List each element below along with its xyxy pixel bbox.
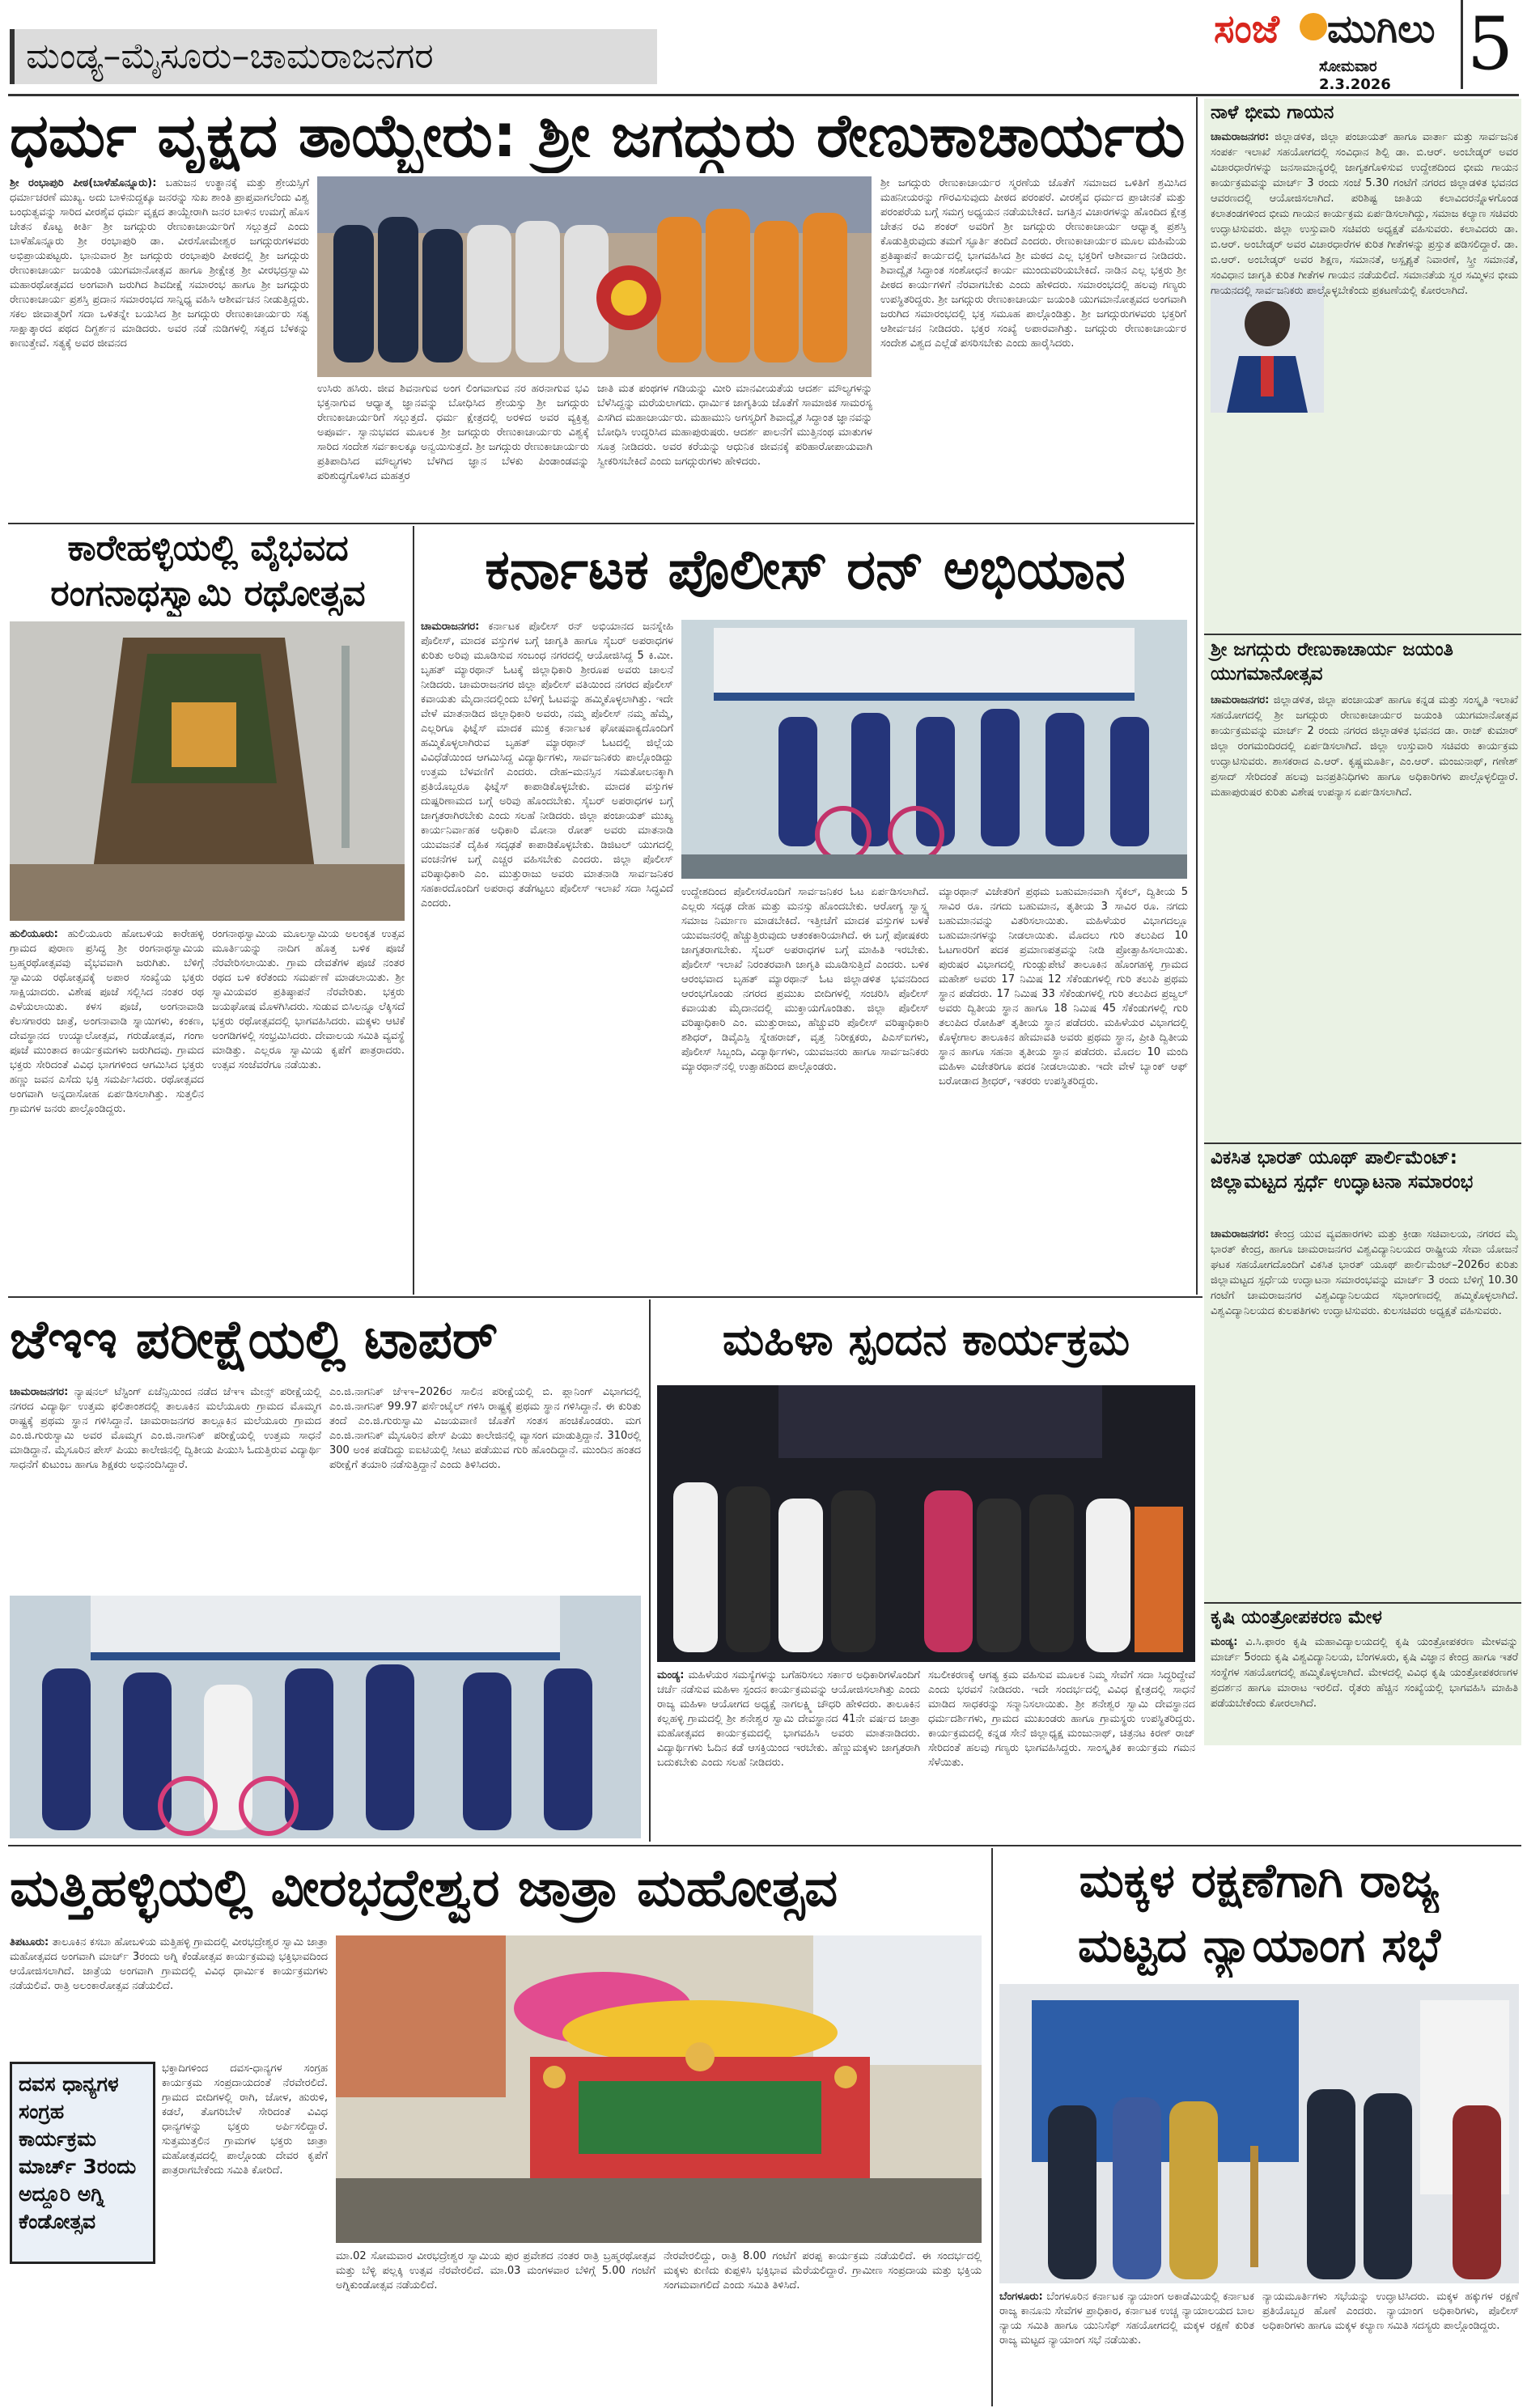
story7-photo-art [999,1984,1519,2283]
paper-name-2: ಮುಗಿಲು [1327,6,1436,52]
story3-text-1: ಕರ್ನಾಟಕ ಪೊಲೀಸ್ ರನ್ ಅಭಿಯಾನದ ಜನಸ್ನೇಹಿ ಪೊಲೀಸ್, ಮಾದಕ ವಸ್ತುಗಳ ಬಗ್ಗೆ ಜಾಗೃತಿ ಹಾಗೂ ಸೈಬರ್ ಅಪರಾಧಗಳ ಕುರಿತು ಅರಿವು ಮೂಡಿಸುವ ಸಂಬಂಧ ನಗರದಲ್ಲಿ ಆಯೋಜಿಸಿದ್ದ 5 ಕಿ.ಮೀ. ಬೃಹತ್ ಮ್ಯಾರಥಾನ್ ಓಟಕ್ಕೆ ಜಿಲ್ಲಾಧಿಕಾರಿ ಶ್ರೀರೂಪ ಅವರು ಚಾಲನೆ ನೀಡಿದರು. ಚಾಮರಾಜನಗರ ಜಿಲ್ಲಾ ಪೊಲೀಸ್ ವತಿಯಿಂದ ನಗರದ ಪೊಲೀಸ್ ಕವಾಯತು ಮೈದಾನದಲ್ಲಿಂದು ಬೆಳಿಗ್ಗೆ ಓಟವನ್ನು ಹಮ್ಮಿಕೊಳ್ಳಲಾಗಿತ್ತು. ಇದೇ ವೇಳೆ ಮಾತನಾಡಿದ ಜಿಲ್ಲಾಧಿಕಾರಿ ಅವರು, ನಮ್ಮ ಪೊಲೀಸ್ ನಮ್ಮ ಹೆಮ್ಮೆ, ಎಲ್ಲರಿಗೂ ಫಿಟ್ನೆಸ್ ಮಾದಕ ಮುಕ್ತ ಕರ್ನಾಟಕ ಘೋಷವಾಕ್ಯದೊಂದಿಗೆ ಹಮ್ಮಿಕೊಳ್ಳಲಾಗಿರುವ ಬೃಹತ್ ಮ್ಯಾರಥಾನ್ ಓಟದಲ್ಲಿ ಜಿಲ್ಲೆಯ ವಿವಿಧೆಡೆಯಿಂದ ಆಗಮಿಸಿದ್ದ ವಿದ್ಯಾರ್ಥಿಗಳು, ಸಾರ್ವಜನಿಕರು ಪಾಲ್ಗೊಂಡಿದ್ದು ಉತ್ತಮ ಬೆಳವಣಿಗೆ ಎಂದರು. ದೇಹ–ಮನಸ್ಸಿನ ಸಮತೋಲನಕ್ಕಾಗಿ ಪ್ರತಿಯೊಬ್ಬರೂ ಫಿಟ್ನೆಸ್ ಕಾಪಾಡಿಕೊಳ್ಳಬೇಕು. ಮಾದಕ ವಸ್ತುಗಳ ದುಷ್ಪರಿಣಾಮದ ಬಗ್ಗೆ ಅರಿವು ಹೊಂದಬೇಕು. ಸೈಬರ್ ಅಪರಾಧಗಳ ಬಗ್ಗೆ ಜಾಗೃತರಾಗಿರಬೇಕು ಎಂದು ಸಲಹೆ ನೀಡಿದರು. ಜಿಲ್ಲಾ ಪಂಚಾಯತ್ ಮುಖ್ಯ ಕಾರ್ಯನಿರ್ವಾಹಕ ಅಧಿಕಾರಿ ಮೋನಾ ರೋತ್ ಅವರು ಮಾತನಾಡಿ ಯುವಜನತೆ ದೈಹಿಕ ಸದೃಢತೆ ಕಾಪಾಡಿಕೊಳ್ಳಬೇಕು. ಡಿಜಿಟಲ್ ಯುಗದಲ್ಲಿ ವಂಚನೆಗಳ ಬಗ್ಗೆ ಎಚ್ಚರ ವಹಿಸಬೇಕು ಎಂದರು. ಜಿಲ್ಲಾ ಪೊಲೀಸ್ ವರಿಷ್ಠಾಧಿಕಾರಿ ಎಂ. ಮುತ್ತುರಾಜು ಅವರು ಮಾತನಾಡಿ ಸಾರ್ವಜನಿಕರ ಸಹಕಾರದೊಂದಿಗೆ ಅಪರಾಧ ತಡೆಗಟ್ಟಲು ಪೊಲೀಸ್ ಇಲಾಖೆ ಸದಾ ಸಿದ್ಧವಿದೆ ಎಂದರು. [421,621,673,909]
story6-col1 [10,1935,328,2057]
story1-text-1: ಬಹುಜನ ಉತ್ಥಾನಕ್ಕೆ ಮತ್ತು ಶ್ರೇಯಸ್ಸಿಗೆ ಧರ್ಮಾಚರಣೆ ಮುಖ್ಯ. ಅದು ಬಾಳಿನುದ್ದಕ್ಕೂ ಜನರನ್ನು ಸುಖ ಶಾಂತಿ ಪ್ರಾಪ್ತವಾಗಲೆಂದು ವಿಶ್ವ ಬಂಧುತ್ವವನ್ನು ಸಾರಿದ ವೀರಶೈವ ಧರ್ಮ ವೃಕ್ಷದ ತಾಯ್ಬೇರಾಗಿ ಜನರ ಬಾಳಿನ ಉಮಗ್ಗೆ ಹೊಸ ಚೇತನ ಕೊಟ್ಟ ಕೀರ್ತಿ ಶ್ರೀ ಜಗದ್ಗುರು ರೇಣುಕಾಚಾರ್ಯರಿಗೆ ಸಲ್ಲುತ್ತದೆ ಎಂದು ಬಾಳೆಹೊನ್ನೂರು ಶ್ರೀ ರಂಭಾಪುರಿ ಡಾ. ವೀರಸೋಮೇಶ್ವರ ಜಗದ್ಗುರುಗಳವರು ಅಭಿಪ್ರಾಯಪಟ್ಟರು. ಭಾನುವಾರ ಶ್ರೀ ಜಗದ್ಗುರು ರಂಭಾಪುರಿ ಪೀಠದಲ್ಲಿ ಶ್ರೀ ಜಗದ್ಗುರು ರೇಣುಕಾಚಾರ್ಯ ಜಯಂತಿ ಯುಗಮಾನೋತ್ಸವ ಹಾಗೂ ಶ್ರೀಕ್ಷೇತ್ರ ಶ್ರೀ ವೀರಭದ್ರಸ್ವಾಮಿ ಮಹಾರಥೋತ್ಸವದ ಅಂಗವಾಗಿ ಜರುಗಿದ ಶಿವದೀಕ್ಷೆ ಸಮಾರಂಭ ಹಾಗೂ ಶ್ರೀ ಜಗದ್ಗುರು ರೇಣುಕಾಚಾರ್ಯ ಪ್ರಶಸ್ತಿ ಪ್ರದಾನ ಸಮಾರಂಭದ ಸಾನ್ನಿಧ್ಯ ವಹಿಸಿ ಆಶೀರ್ವಚನ ನೀಡುತ್ತಿದ್ದರು. ಸಕಲ ಜೀವಾತ್ಮರಿಗೆ ಸದಾ ಒಳಿತನ್ನೇ ಬಯಸಿದ ಶ್ರೀ ಜಗದ್ಗುರು ರೇಣುಕಾಚಾರ್ಯರು ಸತ್ಯ ಸಾಕ್ಷಾತ್ಕಾರದ ಪಥದ ದಿಗ್ದರ್ಶನ ಮಾಡಿದರು. ಅವರ ನಡೆ ನುಡಿಗಳಲ್ಲಿ ಸತ್ವದ ಬೆಳಕನ್ನು ಕಾಣುತ್ತೇವೆ. ಸತ್ಯಕ್ಕೆ ಅವರ ಜೀವನದ [10,177,309,350]
story4-headline: ಜೆಇಇ ಪರೀಕ್ಷೆಯಲ್ಲಿ ಟಾಪರ್ [10,1308,498,1371]
story7-headline-2: ಮಟ್ಟದ ನ್ಯಾಯಾಂಗ ಸಭೆ [1077,1918,1441,1973]
section-title: ಮಂಡ್ಯ–ಮೈಸೂರು–ಚಾಮರಾಜನಗರ [26,36,434,77]
sidebar-s3-body [1211,1227,1518,1599]
story7-headline-1: ಮಕ್ಕಳ ರಕ್ಷಣೆಗಾಗಿ ರಾಜ್ಯ [1079,1853,1440,1908]
story1-dateline: ಶ್ರೀ ರಂಭಾಪುರಿ ಪೀಠ(ಬಾಳೆಹೊನ್ನೂರು): [10,177,157,189]
story2-headline-2: ರಂಗನಾಥಸ್ವಾಮಿ ರಥೋತ್ಸವ [50,573,366,614]
sidebar-s1-text: ಜಿಲ್ಲಾಡಳಿತ, ಜಿಲ್ಲಾ ಪಂಚಾಯತ್ ಹಾಗೂ ವಾರ್ತಾ ಮತ್ತು ಸಾರ್ವಜನಿಕ ಸಂಪರ್ಕ ಇಲಾಖೆ ಸಹಯೋಗದಲ್ಲಿ ಸಂವಿಧಾನ ಶಿಲ್ಪಿ ಡಾ. ಬಿ.ಆರ್. ಅಂಬೇಡ್ಕರ್ ಅವರ ವಿಚಾರಧಾರೆಗಳನ್ನು ಜನಸಾಮಾನ್ಯರಲ್ಲಿ ಜಾಗೃತಗೊಳಿಸುವ ಉದ್ದೇಶದಿಂದ ಭೀಮ ಗಾಯನ ಕಾರ್ಯಕ್ರಮವನ್ನು ಮಾರ್ಚ್ 3 ರಂದು ಸಂಜೆ 5.30 ಗಂಟೆಗೆ ನಗರದ ಜಿಲ್ಲಾಡಳಿತ ಭವನದ ಆವರಣದಲ್ಲಿ ಆಯೋಜಿಸಲಾಗಿದೆ. ಪರಿಶಿಷ್ಟ ಜಾತಿಯ ಕಲಾವಿದರನ್ನೊಳಗೊಂಡ ಕಲಾತಂಡಗಳಿಂದ ಭೀಮ ಗಾಯನ ಕಾರ್ಯಕ್ರಮ ಏರ್ಪಡಿಸಲಾಗಿದ್ದು, ಸಮಾಜ ಕಲ್ಯಾಣ ಸಚಿವರು ಉದ್ಘಾಟಿಸುವರು. ಜಿಲ್ಲಾ ಉಸ್ತುವಾರಿ ಸಚಿವರು ಅಧ್ಯಕ್ಷತೆ ವಹಿಸುವರು. ಕಲಾವಿದರು ಡಾ. ಬಿ.ಆರ್. ಅಂಬೇಡ್ಕರ್ ಅವರ ವಿಚಾರಧಾರೆಗಳ ಕುರಿತ ಗೀತೆಗಳನ್ನು ಪ್ರಸ್ತುತ ಪಡಿಸಲಿದ್ದಾರೆ. ಡಾ. ಬಿ.ಆರ್. ಅಂಬೇಡ್ಕರ್ ಅವರ ಶಿಕ್ಷಣ, ಸಮಾನತೆ, ಅಸ್ಪೃಶ್ಯತೆ ನಿವಾರಣೆ, ಸ್ತ್ರೀ ಸಮಾನತೆ, ಸಂವಿಧಾನ ಜಾಗೃತಿ ಕುರಿತ ಗೀತೆಗಳ ಗಾಯನ ನಡೆಯಲಿದೆ. ಸಮಾನತೆಯ ಸ್ವರ ಸಮ್ಮಿಳನ ಭೀಮ ಗಾಯನದಲ್ಲಿ ಸಾರ್ವಜನಿಕರು ಪಾಲ್ಗೊಳ್ಳಬೇಕೆಂದು ಪ್ರಕಟಣೆಯಲ್ಲಿ ಕೋರಲಾಗಿದೆ. [1211,131,1518,297]
story7-photo [999,1984,1519,2283]
sidebar-s4-body [1211,1634,1518,1743]
story6-col1c [10,2270,328,2403]
story7-dateline: ಬೆಂಗಳೂರು: [999,2291,1043,2303]
story6-col3: ನೇರವೇರಲಿದ್ದು, ರಾತ್ರಿ 8.00 ಗಂಟೆಗೆ ಪರಪ್ಪ ಕಾರ್ಯಕ್ರಮ ನಡೆಯಲಿದೆ. ಈ ಸಂದರ್ಭದಲ್ಲಿ ಮಕ್ಕಳು ಕುಣಿದು ಕುಪ್ಪಳಿಸಿ ಭಕ್ತಿಭಾವ ಮೆರೆಯಲಿದ್ದಾರೆ. ಗ್ರಾಮೀಣ ಸಂಪ್ರದಾಯ ಮತ್ತು ಭಕ್ತಿಯ ಸಂಗಮವಾಗಲಿದೆ ಎಂದು ಸಮಿತಿ ತಿಳಿಸಿದೆ. [664,2250,982,2291]
story3-col2: ಉದ್ದೇಶದಿಂದ ಪೊಲೀಸರೊಂದಿಗೆ ಸಾರ್ವಜನಿಕರ ಓಟ ಏರ್ಪಡಿಸಲಾಗಿದೆ. ಎಲ್ಲರು ಸದೃಢ ದೇಹ ಮತ್ತು ಮನಸ್ಸು ಹೊಂದಬೇಕು. ಆರೋಗ್ಯ ಸ್ವಾಸ್ಥ್ಯ ಸಮಾಜ ನಿರ್ಮಾಣ ಮಾಡಬೇಕಿದೆ. ಇತ್ತೀಚೆಗೆ ಮಾದಕ ವಸ್ತುಗಳ ಬಳಕೆ ಯುವಜನರಲ್ಲಿ ಹೆಚ್ಚುತ್ತಿರುವುದು ಆತಂಕಕಾರಿಯಾಗಿದೆ. ಈ ಬಗ್ಗೆ ಪೋಷಕರು ಜಾಗೃತರಾಗಬೇಕು. ಸೈಬರ್ ಅಪರಾಧಗಳ ಬಗ್ಗೆ ಮಾಹಿತಿ ಇರಬೇಕು. ಪೊಲೀಸ್ ಇಲಾಖೆ ನಿರಂತರವಾಗಿ ಜಾಗೃತಿ ಮೂಡಿಸುತ್ತಿದೆ ಎಂದರು. ಬಳಿಕ ಆರಂಭವಾದ ಬೃಹತ್ ಮ್ಯಾರಥಾನ್ ಓಟ ಜಿಲ್ಲಾಡಳಿತ ಭವನದಿಂದ ಆರಂಭಗೊಂಡು ನಗರದ ಪ್ರಮುಖ ಬೀದಿಗಳಲ್ಲಿ ಸಂಚರಿಸಿ ಪೊಲೀಸ್ ಕವಾಯತು ಮೈದಾನದಲ್ಲಿ ಮುಕ್ತಾಯಗೊಂಡಿತು. ಜಿಲ್ಲಾ ಪೊಲೀಸ್ ವರಿಷ್ಠಾಧಿಕಾರಿ ಎಂ. ಮುತ್ತುರಾಜು, ಹೆಚ್ಚುವರಿ ಪೊಲೀಸ್ ವರಿಷ್ಠಾಧಿಕಾರಿ ಶಶಿಧರ್, ಡಿವೈಎಸ್ಪಿ ಸ್ನೇಹರಾಜ್, ವೃತ್ತ ನಿರೀಕ್ಷಕರು, ಪಿಎಸ್ಐಗಳು, ಪೊಲೀಸ್ ಸಿಬ್ಬಂದಿ, ವಿದ್ಯಾರ್ಥಿಗಳು, ಯುವಜನರು ಹಾಗೂ ಸಾರ್ವಜನಿಕರು ಮ್ಯಾರಥಾನ್‌ನಲ್ಲಿ ಉತ್ಸಾಹದಿಂದ ಪಾಲ್ಗೊಂಡರು. [681,886,929,1073]
sidebar-s3-text: ಕೇಂದ್ರ ಯುವ ವ್ಯವಹಾರಗಳು ಮತ್ತು ಕ್ರೀಡಾ ಸಚಿವಾಲಯ, ನಗರದ ಮೈ ಭಾರತ್ ಕೇಂದ್ರ, ಹಾಗೂ ಚಾಮರಾಜನಗರ ವಿಶ್ವವಿದ್ಯಾನಿಲಯದ ರಾಷ್ಟ್ರೀಯ ಸೇವಾ ಯೋಜನೆ ಘಟಕ ಸಹಯೋಗದೊಂದಿಗೆ ವಿಕಸಿತ ಭಾರತ್ ಯೂಥ್ ಪಾರ್ಲಿಮೆಂಟ್–2026ರ ಕುರಿತು ಜಿಲ್ಲಾಮಟ್ಟದ ಸ್ಪರ್ಧೆಯ ಉದ್ಘಾಟನಾ ಸಮಾರಂಭವನ್ನು ಮಾರ್ಚ್ 3 ರಂದು ಬೆಳಿಗ್ಗೆ 10.30 ಗಂಟೆಗೆ ಚಾಮರಾಜನಗರ ವಿಶ್ವವಿದ್ಯಾನಿಲಯದ ಸಭಾಂಗಣದಲ್ಲಿ ಹಮ್ಮಿಕೊಳ್ಳಲಾಗಿದೆ. ವಿಶ್ವವಿದ್ಯಾನಿಲಯದ ಕುಲಪತಿಗಳು ಉದ್ಘಾಟಿಸುವರು. ಕುಲಸಚಿವರು ಅಧ್ಯಕ್ಷತೆ ವಹಿಸುವರು. [1211,1228,1518,1317]
story3-photo-art [681,620,1187,879]
story4-dateline: ಚಾಮರಾಜನಗರ: [10,1386,69,1398]
story3-photo [681,620,1187,879]
story2-col1 [10,927,204,1291]
story6-col1b: ಭಕ್ತಾದಿಗಳಿಂದ ದವಸ-ಧಾನ್ಯಗಳ ಸಂಗ್ರಹ ಕಾರ್ಯಕ್ರಮ ಸಂಪ್ರದಾಯದಂತೆ ನೆರವೇರಲಿದೆ. ಗ್ರಾಮದ ಬೀದಿಗಳಲ್ಲಿ ರಾಗಿ, ಜೋಳ, ಹುರುಳಿ, ಕಡಲೆ, ತೊಗರಿಬೇಳೆ ಸೇರಿದಂತೆ ವಿವಿಧ ಧಾನ್ಯಗಳನ್ನು ಭಕ್ತರು ಅರ್ಪಿಸಲಿದ್ದಾರೆ. ಸುತ್ತಮುತ್ತಲಿನ ಗ್ರಾಮಗಳ ಭಕ್ತರು ಜಾತ್ರಾ ಮಹೋತ್ಸವದಲ್ಲಿ ಪಾಲ್ಗೊಂಡು ದೇವರ ಕೃಪೆಗೆ ಪಾತ್ರರಾಗಬೇಕೆಂದು ಸಮಿತಿ ಕೋರಿದೆ. [162,2062,328,2177]
story1-col4: ಶ್ರೀ ಜಗದ್ಗುರು ರೇಣುಕಾಚಾರ್ಯರ ಸ್ಮರಣೆಯ ಜೊತೆಗೆ ಸಮಾಜದ ಒಳಿತಿಗೆ ಶ್ರಮಿಸಿದ ಮಹನೀಯರನ್ನು ಗೌರವಿಸುವುದು ಪೀಠದ ಪರಂಪರೆ. ವೀರಶೈವ ಧರ್ಮದ ಪ್ರಾಚೀನತೆ ಮತ್ತು ಪರಂಪರೆಯ ಬಗ್ಗೆ ಸಮಗ್ರ ಅಧ್ಯಯನ ನಡೆಯಬೇಕಿದೆ. ಜಗತ್ತಿನ ವಿಚಾರಗಳನ್ನು ಹೊಂದಿದ ಕ್ಷೇತ್ರ ಚೇತನ ರವಿ ಶಂಕರ್ ಅವರಿಗೆ ಶ್ರೀ ಜಗದ್ಗುರು ರೇಣುಕಾಚಾರ್ಯ ಆಧ್ಯಾತ್ಮ ಪ್ರಶಸ್ತಿ ಕೊಡುತ್ತಿರುವುದು ತಮಗೆ ಸ್ಫೂರ್ತಿ ತಂದಿದೆ ಎಂದರು. ರೇಣುಕಾಚಾರ್ಯರ ಮೂಲ ಮಹಿಮೆಯ ಪ್ರತಿಷ್ಠಾಪನೆ ಕಾರ್ಯದಲ್ಲಿ ಭಾಗವಹಿಸಿದ ಶ್ರೀ ಮಠದ ಎಲ್ಲ ಭಕ್ತರಿಗೆ ಆಶೀರ್ವಾದ ನೀಡಿದರು. ಶಿವಾದ್ವೈತ ಸಿದ್ಧಾಂತ ಸಂಶೋಧನೆ ಕಾರ್ಯ ಮುಂದುವರಿಯಬೇಕಿದೆ. ನಾಡಿನ ಎಲ್ಲ ಭಕ್ತರು ಶ್ರೀ ಪೀಠದ ಕಾರ್ಯಗಳಿಗೆ ನೆರವಾಗಬೇಕು ಎಂದು ಹೇಳಿದರು. ಸಮಾರಂಭದಲ್ಲಿ ಹಲವು ಗಣ್ಯರು ಉಪಸ್ಥಿತರಿದ್ದರು. ಶ್ರೀ ಜಗದ್ಗುರು ರೇಣುಕಾಚಾರ್ಯ ಜಯಂತಿ ಯುಗಮಾನೋತ್ಸವದ ಅಂಗವಾಗಿ ಜರುಗಿದ ಸಮಾರಂಭದಲ್ಲಿ ಭಕ್ತ ಸಮೂಹ ಪಾಲ್ಗೊಂಡಿತ್ತು. ಶ್ರೀ ಜಗದ್ಗುರುಗಳವರು ಭಕ್ತರಿಗೆ ಆಶೀರ್ವಚನ ನೀಡಿದರು. ಭಕ್ತರ ಸಂಖ್ಯೆ ಅಪಾರವಾಗಿತ್ತು. ಜಗದ್ಗುರು ರೇಣುಕಾಚಾರ್ಯರ ಸಂದೇಶ ವಿಶ್ವದ ಎಲ್ಲೆಡೆ ಪಸರಿಸಬೇಕು ಎಂದು ಹಾರೈಸಿದರು. [880,177,1186,350]
sidebar-s1-dateline: ಚಾಮರಾಜನಗರ: [1211,131,1270,143]
story2-col2: ರಂಗನಾಥಸ್ವಾಮಿಯ ಮೂಲಸ್ವಾಮಿಯ ಅಲಂಕೃತ ಉತ್ಸವ ಮೂರ್ತಿಯನ್ನು ನಾದಿಗ ಹೊತ್ತ ಬಳಿಕ ಪೂಜೆ ನೆರವೇರಿಸಲಾಯಿತು. ಗ್ರಾಮ ದೇವತೆಗಳ ಪೂಜೆ ನಂತರ ರಥದ ಬಳಿ ಕರೆತಂದು ಸಮರ್ಪಣೆ ಮಾಡಲಾಯಿತು. ಶ್ರೀ ಸ್ವಾಮಿಯವರ ಪ್ರತಿಷ್ಠಾಪನೆ ನೆರವೇರಿತು. ಭಕ್ತರು ಜಯಘೋಷ ಮೊಳಗಿಸಿದರು. ಸುಡುವ ಬಿಸಿಲನ್ನೂ ಲೆಕ್ಕಿಸದೆ ಭಕ್ತರು ರಥೋತ್ಸವದಲ್ಲಿ ಭಾಗವಹಿಸಿದರು. ಮಕ್ಕಳು ಆಟಿಕೆ ಅಂಗಡಿಗಳಲ್ಲಿ ಸಂಭ್ರಮಿಸಿದರು. ದೇವಾಲಯ ಸಮಿತಿ ವ್ಯವಸ್ಥೆ ಮಾಡಿತ್ತು. ಎಲ್ಲರೂ ಸ್ವಾಮಿಯ ಕೃಪೆಗೆ ಪಾತ್ರರಾದರು. ಉತ್ಸವ ಸಂಜೆವರೆಗೂ ನಡೆಯಿತು. [212,928,405,1071]
page-number: 5 [1461,0,1517,89]
weekday: ಸೋಮವಾರ [1319,58,1377,75]
story6-photo-art [336,1935,982,2243]
sidebar-s2-head: ಶ್ರೀ ಜಗದ್ಗುರು ರೇಣುಕಾಚಾರ್ಯ ಜಯಂತಿ ಯುಗಮಾನೋತ್ಸವ [1211,639,1453,685]
story5-photo [657,1385,1195,1662]
sun-palm-icon [1300,13,1327,40]
story5-col2: ಸಬಲೀಕರಣಕ್ಕೆ ಆಗತ್ಯ ಕ್ರಮ ವಹಿಸುವ ಮೂಲಕ ನಿಮ್ಮ ಸೇವೆಗೆ ಸದಾ ಸಿದ್ಧರಿದ್ದೇವೆ ಎಂದು ಭರವಸೆ ನೀಡಿದರು. ಇದೇ ಸಂದರ್ಭದಲ್ಲಿ ವಿವಿಧ ಕ್ಷೇತ್ರದಲ್ಲಿ ಸಾಧನೆ ಮಾಡಿದ ಸಾಧಕರನ್ನು ಸನ್ಮಾನಿಸಲಾಯಿತು. ಶ್ರೀ ಶನೇಶ್ವರ ಸ್ವಾಮಿ ದೇವಸ್ಥಾನದ ಧರ್ಮದರ್ಶಿಗಳು, ಗ್ರಾಮದ ಮುಖಂಡರು ಹಾಗೂ ಗ್ರಾಮಸ್ಥರು ಉಪಸ್ಥಿತರಿದ್ದರು. ಕಾರ್ಯಕ್ರಮದಲ್ಲಿ ಕನ್ನಡ ಸೇನೆ ಜಿಲ್ಲಾಧ್ಯಕ್ಷ ಮಂಜುನಾಥ್, ಚಿತ್ರನಟ ಕಿರಣ್ ರಾಜ್ ಸೇರಿದಂತೆ ಹಲವು ಗಣ್ಯರು ಭಾಗವಹಿಸಿದ್ದರು. ಸಾಂಸ್ಕೃತಿಕ ಕಾರ್ಯಕ್ರಮ ಗಮನ ಸೆಳೆಯಿತು. [928,1669,1195,1769]
story1-col3: ಜಾತಿ ಮತ ಪಂಥಗಳ ಗಡಿಯನ್ನು ಮೀರಿ ಮಾನವೀಯತೆಯ ಆದರ್ಶ ಮೌಲ್ಯಗಳನ್ನು ಬೆಳೆಸಿದ್ದನ್ನು ಮರೆಯಲಾಗದು. ಧಾರ್ಮಿಕ ಜಾಗೃತಿಯ ಜೊತೆಗೆ ಸಾಮಾಜಿಕ ಸಾಮರಸ್ಯ ಎಸಗಿದ ಮಹಾಚಾರ್ಯರು. ಮಹಾಮುನಿ ಅಗಸ್ತ್ಯರಿಗೆ ಶಿವಾದ್ವೈತ ಸಿದ್ಧಾಂತ ಜ್ಞಾನವನ್ನು ಬೋಧಿಸಿ ಉದ್ಧರಿಸಿದ ಮಹಾಪುರುಷರು. ಆದರ್ಶ ಪಾಲನೆಗೆ ಮುತ್ತಿನಂಥ ಮಾತುಗಳ ಸೂತ್ರ ನೀಡಿದರು. ಅವರ ಕರೆಯನ್ನು ಆಧುನಿಕ ಜೀವನಕ್ಕೆ ಪರಿಹಾರೋಪಾಯವಾಗಿ ಸ್ವೀಕರಿಸಬೇಕಿದೆ ಎಂದು ಜಗದ್ಗುರುಗಳು ಹೇಳಿದರು. [597,383,872,468]
story7-col1 [999,2290,1254,2403]
story1-photo [317,176,872,377]
sidebar-s4-dateline: ಮಂಡ್ಯ: [1211,1636,1238,1648]
story4-photo-art [10,1596,641,1838]
story4-text-1: ನ್ಯಾಷನಲ್ ಟೆಸ್ಟಿಂಗ್ ಏಜೆನ್ಸಿಯಿಂದ ನಡೆದ ಜೆಇಇ ಮೇನ್ಸ್ ಪರೀಕ್ಷೆಯಲ್ಲಿ ನಗರದ ವಿದ್ಯಾರ್ಥಿ ಉತ್ತಮ ಫಲಿತಾಂಶದಲ್ಲಿ ತಾಲೂಕಿನ ಮಲೆಯೂರು ಗ್ರಾಮದ ಮೊಮ್ಮಗ ರಾಷ್ಟ್ರಕ್ಕೆ ಪ್ರಥಮ ಸ್ಥಾನ ಗಳಿಸಿದ್ದಾನೆ. ಚಾಮರಾಜನಗರ ತಾಲ್ಲೂಕಿನ ಮಲೆಯೂರು ಗ್ರಾಮದ ಎಂ.ಜಿ.ಗುರುಸ್ವಾಮಿ ಅವರ ಮೊಮ್ಮಗ ಎಂ.ಜಿ.ನಾಗನಿಕ್ ಪರೀಕ್ಷೆಯಲ್ಲಿ ಉತ್ತಮ ಸಾಧನೆ ಮಾಡಿದ್ದಾನೆ. ಮೈಸೂರಿನ ಪೇಸ್ ಪಿಯು ಕಾಲೇಜಿನಲ್ಲಿ ದ್ವಿತೀಯ ಪಿಯುಸಿ ಓದುತ್ತಿರುವ ವಿದ್ಯಾರ್ಥಿ ಸಾಧನೆಗೆ ಕುಟುಂಬ ಹಾಗೂ ಶಿಕ್ಷಕರು ಅಭಿನಂದಿಸಿದ್ದಾರೆ. [10,1386,321,1471]
story2-photo-art [10,621,405,921]
date: 2.3.2026 [1319,76,1391,93]
paper-name-1: ಸಂಜೆ [1214,6,1279,52]
sidebar-s3-head: ವಿಕಸಿತ ಭಾರತ್ ಯೂಥ್ ಪಾರ್ಲಿಮೆಂಟ್: ಜಿಲ್ಲಾಮಟ್ಟದ ಸ್ಪರ್ಧೆ ಉದ್ಘಾಟನಾ ಸಮಾರಂಭ [1211,1147,1474,1193]
story1-col1 [10,176,309,518]
sidebar-s4-head: ಕೃಷಿ ಯಂತ್ರೋಪಕರಣ ಮೇಳ [1211,1607,1382,1628]
paper-logo [1214,6,1457,95]
story1-headline: ಧರ್ಮ ವೃಕ್ಷದ ತಾಯ್ಬೇರು: ಶ್ರೀ ಜಗದ್ಗುರು ರೇಣುಕಾಚಾರ್ಯರು [10,101,1186,171]
story3-col3: ಮ್ಯಾರಥಾನ್ ವಿಜೇತರಿಗೆ ಪ್ರಥಮ ಬಹುಮಾನವಾಗಿ ಸೈಕಲ್, ದ್ವಿತೀಯ 5 ಸಾವಿರ ರೂ. ನಗದು ಬಹುಮಾನ, ತೃತೀಯ 3 ಸಾವಿರ ರೂ. ನಗದು ಬಹುಮಾನವನ್ನು ವಿತರಿಸಲಾಯಿತು. ಮಹಿಳೆಯರ ವಿಭಾಗದಲ್ಲೂ ಬಹುಮಾನಗಳನ್ನು ನೀಡಲಾಯಿತು. ಮೊದಲು ಗುರಿ ತಲುಪಿದ 10 ಓಟಗಾರರಿಗೆ ಪದಕ ಪ್ರಮಾಣಪತ್ರವನ್ನು ನೀಡಿ ಪ್ರೋತ್ಸಾಹಿಸಲಾಯಿತು. ಪುರುಷರ ವಿಭಾಗದಲ್ಲಿ ಗುಂಡ್ಲುಪೇಟೆ ತಾಲೂಕಿನ ಹೊಂಗಹಳ್ಳಿ ಗ್ರಾಮದ ಮಹೇಶ್ ಅವರು 17 ನಿಮಿಷ 12 ಸೆಕೆಂಡುಗಳಲ್ಲಿ ಗುರಿ ತಲುಪಿ ಪ್ರಥಮ ಸ್ಥಾನ ಪಡೆದರು. 17 ನಿಮಿಷ 33 ಸೆಕೆಂಡುಗಳಲ್ಲಿ ಗುರಿ ತಲುಪಿದ ಪ್ರಜ್ವಲ್ ಅವರು ದ್ವಿತೀಯ ಸ್ಥಾನ ಹಾಗೂ 18 ನಿಮಿಷ 45 ಸೆಕೆಂಡುಗಳಲ್ಲಿ ಗುರಿ ತಲುಪಿದ ರೋಹಿತ್ ತೃತೀಯ ಸ್ಥಾನ ಪಡೆದರು. ಮಹಿಳೆಯರ ವಿಭಾಗದಲ್ಲಿ ಕೊಳ್ಳೇಗಾಲ ತಾಲೂಕಿನ ಹೇಮಾವತಿ ಅವರು ಪ್ರಥಮ ಸ್ಥಾನ, ಪ್ರೀತಿ ದ್ವಿತೀಯ ಸ್ಥಾನ ಹಾಗೂ ಸಹನಾ ತೃತೀಯ ಸ್ಥಾನ ಪಡೆದರು. ಮೊದಲ 10 ಮಂದಿ ಮಹಿಳಾ ವಿಜೇತರಿಗೂ ಪದಕ ನೀಡಲಾಯಿತು. ಇದೇ ವೇಳೆ ಬ್ಯಾಂಕ್ ಆಫ್ ಬರೋಡಾದ ಶ್ರೀಧರ್, ಇತರರು ಉಪಸ್ಥಿತರಿದ್ದರು. [939,886,1188,1087]
sidebar-s2-text: ಜಿಲ್ಲಾಡಳಿತ, ಜಿಲ್ಲಾ ಪಂಚಾಯತ್ ಹಾಗೂ ಕನ್ನಡ ಮತ್ತು ಸಂಸ್ಕೃತಿ ಇಲಾಖೆ ಸಹಯೋಗದಲ್ಲಿ ಶ್ರೀ ಜಗದ್ಗುರು ರೇಣುಕಾಚಾರ್ಯರ ಜಯಂತಿ ಯುಗಮಾನೋತ್ಸವ ಕಾರ್ಯಕ್ರಮವನ್ನು ಮಾರ್ಚ್ 2 ರಂದು ನಗರದ ಜಿಲ್ಲಾಡಳಿತ ಭವನದ ಡಾ. ರಾಜ್ ಕುಮಾರ್ ಜಿಲ್ಲಾ ರಂಗಮಂದಿರದಲ್ಲಿ ಏರ್ಪಡಿಸಲಾಗಿದೆ. ಜಿಲ್ಲಾ ಉಸ್ತುವಾರಿ ಸಚಿವರು ಕಾರ್ಯಕ್ರಮ ಉದ್ಘಾಟಿಸುವರು. ಶಾಸಕರಾದ ಎ.ಆರ್. ಕೃಷ್ಣಮೂರ್ತಿ, ಎಂ.ಆರ್. ಮಂಜುನಾಥ್, ಗಣೇಶ್ ಪ್ರಸಾದ್ ಸೇರಿದಂತೆ ಹಲವು ಜನಪ್ರತಿನಿಧಿಗಳು ಹಾಗೂ ಅಧಿಕಾರಿಗಳು ಪಾಲ್ಗೊಳ್ಳಲಿದ್ದಾರೆ. ಮಹಾಪುರುಷರ ಕುರಿತು ವಿಶೇಷ ಉಪನ್ಯಾಸ ಏರ್ಪಡಿಸಲಾಗಿದೆ. [1211,694,1518,799]
story5-photo-art [657,1385,1195,1662]
section-banner [10,29,657,84]
story3-dateline: ಚಾಮರಾಜನಗರ: [421,621,480,633]
story3-headline: ಕರ್ನಾಟಕ ಪೊಲೀಸ್ ರನ್ ಅಭಿಯಾನ [485,538,1126,602]
story2-dateline: ಹುಲಿಯೂರು: [10,928,58,940]
story3-col1 [421,620,673,1291]
sidebar-s3-dateline: ಚಾಮರಾಜನಗರ: [1211,1228,1270,1240]
story4-col1 [10,1385,321,1588]
story6-dateline: ತಿಪಟೂರು: [10,1936,49,1948]
story5-text-1: ಮಹಿಳೆಯರ ಸಮಸ್ಯೆಗಳನ್ನು ಬಗೆಹರಿಸಲು ಸರ್ಕಾರ ಅಧಿಕಾರಿಗಳೊಂದಿಗೆ ಚರ್ಚೆ ನಡೆಸುವ ಮಹಿಳಾ ಸ್ಪಂದನ ಕಾರ್ಯಕ್ರಮವನ್ನು ಆಯೋಜಿಸಲಾಗಿತ್ತು ಎಂದು ರಾಜ್ಯ ಮಹಿಳಾ ಆಯೋಗದ ಅಧ್ಯಕ್ಷೆ ನಾಗಲಕ್ಷ್ಮಿ ಚೌಧರಿ ಹೇಳಿದರು. ತಾಲೂಕಿನ ಕಲ್ಲಹಳ್ಳಿ ಗ್ರಾಮದಲ್ಲಿ ಶ್ರೀ ಶನೇಶ್ವರ ಸ್ವಾಮಿ ದೇವಸ್ಥಾನದ 41ನೇ ವರ್ಷದ ಜಾತ್ರಾ ಮಹೋತ್ಸವದ ಕಾರ್ಯಕ್ರಮದಲ್ಲಿ ಭಾಗವಹಿಸಿ ಅವರು ಮಾತನಾಡಿದರು. ವಿದ್ಯಾರ್ಥಿಗಳು ಓದಿನ ಕಡೆ ಆಸಕ್ತಿಯಿಂದ ಇರಬೇಕು. ಹೆಣ್ಣುಮಕ್ಕಳು ಜಾಗೃತರಾಗಿ ಬದುಕಬೇಕು ಎಂದು ಸಲಹೆ ನೀಡಿದರು. [657,1669,920,1769]
sidebar-s4-text: ವಿ.ಸಿ.ಫಾರಂ ಕೃಷಿ ಮಹಾವಿದ್ಯಾಲಯದಲ್ಲಿ ಕೃಷಿ ಯಂತ್ರೋಪಕರಣ ಮೇಳವನ್ನು ಮಾರ್ಚ್ 5ರಂದು ಕೃಷಿ ವಿಶ್ವವಿದ್ಯಾನಿಲಯ, ಬೆಂಗಳೂರು, ಕೃಷಿ ವಿಜ್ಞಾನ ಕೇಂದ್ರ ಹಾಗೂ ಇತರೆ ಸಂಸ್ಥೆಗಳ ಸಹಯೋಗದಲ್ಲಿ ಹಮ್ಮಿಕೊಳ್ಳಲಾಗಿದೆ. ಮೇಳದಲ್ಲಿ ವಿವಿಧ ಕೃಷಿ ಯಂತ್ರೋಪಕರಣಗಳ ಪ್ರದರ್ಶನ ಹಾಗೂ ಮಾರಾಟ ಇರಲಿದೆ. ರೈತರು ಹೆಚ್ಚಿನ ಸಂಖ್ಯೆಯಲ್ಲಿ ಭಾಗವಹಿಸಿ ಮಾಹಿತಿ ಪಡೆಯಬೇಕೆಂದು ಕೋರಲಾಗಿದೆ. [1211,1636,1518,1710]
story6-col2: ಮಾ.02 ಸೋಮವಾರ ವೀರಭದ್ರೇಶ್ವರ ಸ್ವಾಮಿಯ ಪುರ ಪ್ರವೇಶದ ನಂತರ ರಾತ್ರಿ ಬ್ರಹ್ಮರಥೋತ್ಸವ ಮತ್ತು ಬೆಳ್ಳಿ ಪಲ್ಲಕ್ಕಿ ಉತ್ಸವ ನೆರವೇರಲಿದೆ. ಮಾ.03 ಮಂಗಳವಾರ ಬೆಳಿಗ್ಗೆ 5.00 ಗಂಟೆಗೆ ಅಗ್ನಿಕುಂಡೋತ್ಸವ ನಡೆಯಲಿದೆ. [336,2250,655,2291]
story7-col2: ನ್ಯಾಯಮೂರ್ತಿಗಳು ಸಭೆಯನ್ನು ಉದ್ಘಾಟಿಸಿದರು. ಮಕ್ಕಳ ಹಕ್ಕುಗಳ ರಕ್ಷಣೆ ಪ್ರತಿಯೊಬ್ಬರ ಹೊಣೆ ಎಂದರು. ನ್ಯಾಯಾಂಗ ಅಧಿಕಾರಿಗಳು, ಪೊಲೀಸ್ ಅಧಿಕಾರಿಗಳು ಹಾಗೂ ಮಕ್ಕಳ ಕಲ್ಯಾಣ ಸಮಿತಿ ಸದಸ್ಯರು ಪಾಲ್ಗೊಂಡಿದ್ದರು. [1262,2291,1519,2332]
story2-headline-1: ಕಾರೇಹಳ್ಳಿಯಲ್ಲಿ ವೈಭವದ [67,528,349,569]
sidebar-s1-body [1211,129,1518,631]
story2-photo [10,621,405,921]
sidebar-s1-head: ನಾಳೆ ಭೀಮ ಗಾಯನ [1211,102,1334,123]
sidebar-s2-body [1211,693,1518,1138]
story1-col2: ಉಸಿರು ಹಸಿರು. ಜೀವ ಶಿವನಾಗುವ ಅಂಗ ಲಿಂಗವಾಗುವ ನರ ಹರನಾಗುವ ಭವಿ ಭಕ್ತನಾಗುವ ಆಧ್ಯಾತ್ಮ ಜ್ಞಾನವನ್ನು ಬೋಧಿಸಿದ ಶ್ರೇಯಸ್ಸು ಶ್ರೀ ಜಗದ್ಗುರು ರೇಣುಕಾಚಾರ್ಯರಿಗೆ ಸಲ್ಲುತ್ತದೆ. ಧರ್ಮ ಕ್ಷೇತ್ರದಲ್ಲಿ ಅರಳಿದ ಅವರ ವ್ಯಕ್ತಿತ್ವ ಅಪೂರ್ವ. ಸ್ವಾನುಭವದ ಮೂಲಕ ಶ್ರೀ ಜಗದ್ಗುರು ರೇಣುಕಾಚಾರ್ಯರು ವಿಶ್ವಕ್ಕೆ ಸಾರಿದ ಸಂದೇಶ ಸರ್ವಕಾಲಕ್ಕೂ ಅನ್ವಯಿಸುತ್ತದೆ. ಶ್ರೀ ಜಗದ್ಗುರು ರೇಣುಕಾಚಾರ್ಯರು ಪ್ರತಿಪಾದಿಸಿದ ಮೌಲ್ಯಗಳು ಬೆಳಗಿದ ಜ್ಞಾನ ಬೆಳಕು ಪಿಂಡಾಂಡವನ್ನು ಪರಿಶುದ್ಧಗೊಳಿಸಿದ ಮಹತ್ತರ [317,383,589,482]
story5-headline: ಮಹಿಳಾ ಸ್ಪಂದನ ಕಾರ್ಯಕ್ರಮ [722,1314,1130,1365]
story5-col1 [657,1668,920,1838]
story6-headline: ಮತ್ತಿಹಳ್ಳಿಯಲ್ಲಿ ವೀರಭದ್ರೇಶ್ವರ ಜಾತ್ರಾ ಮಹೋತ್ಸವ [10,1859,838,1918]
story6-text-1: ತಾಲೂಕಿನ ಕಸಬಾ ಹೋಬಳಿಯ ಮತ್ತಿಹಳ್ಳಿ ಗ್ರಾಮದಲ್ಲಿ ವೀರಭದ್ರೇಶ್ವರ ಸ್ವಾಮಿ ಜಾತ್ರಾ ಮಹೋತ್ಸವದ ಅಂಗವಾಗಿ ಮಾರ್ಚ್ 3ರಂದು ಅಗ್ನಿ ಕೆಂಡೋತ್ಸವ ಕಾರ್ಯಕ್ರಮವು ಭಕ್ತಿಭಾವದಿಂದ ಆಯೋಜಿಸಲಾಗಿದೆ. ಜಾತ್ರೆಯ ಅಂಗವಾಗಿ ಗ್ರಾಮದಲ್ಲಿ ವಿವಿಧ ಧಾರ್ಮಿಕ ಕಾರ್ಯಕ್ರಮಗಳು ನಡೆಯಲಿವೆ. ರಾತ್ರಿ ಅಲಂಕಾರೋತ್ಸವ ನಡೆಯಲಿದೆ. [10,1936,328,1992]
story6-photo [336,1935,982,2243]
story4-col2: ಎಂ.ಜಿ.ನಾಗನಿಕ್ ಜೆಇಇ–2026ರ ಸಾಲಿನ ಪರೀಕ್ಷೆಯಲ್ಲಿ ಬಿ. ಪ್ಲಾನಿಂಗ್ ವಿಭಾಗದಲ್ಲಿ ಎಂ.ಜಿ.ನಾಗನಿಕ್ 99.97 ಪರ್ಸೆಂಟೈಲ್ ಗಳಿಸಿ ರಾಷ್ಟ್ರಕ್ಕೆ ಪ್ರಥಮ ಸ್ಥಾನ ಗಳಿಸಿದ್ದಾನೆ. ಈ ಕುರಿತು ತಂದೆ ಎಂ.ಜಿ.ಗುರುಸ್ವಾಮಿ ವಿಜಯವಾಣಿ ಜೊತೆಗೆ ಸಂತಸ ಹಂಚಿಕೊಂಡರು. ಮಗ ಎಂ.ಜಿ.ನಾಗನಿಕ್ ಮೈಸೂರಿನ ಪೇಸ್ ಪಿಯು ಕಾಲೇಜಿನಲ್ಲಿ ವ್ಯಾಸಂಗ ಮಾಡುತ್ತಿದ್ದಾನೆ. 310ರಲ್ಲಿ 300 ಅಂಕ ಪಡೆದಿದ್ದು ಐಐಟಿಯಲ್ಲಿ ಸೀಟು ಪಡೆಯುವ ಗುರಿ ಹೊಂದಿದ್ದಾನೆ. ಮುಂದಿನ ಹಂತದ ಪರೀಕ್ಷೆಗೆ ತಯಾರಿ ನಡೆಸುತ್ತಿದ್ದಾನೆ ಎಂದು ತಿಳಿಸಿದರು. [329,1386,641,1471]
sidebar-s2-dateline: ಚಾಮರಾಜನಗರ: [1211,694,1270,706]
story1-photo-art [317,176,872,377]
story7-text-1: ಬೆಂಗಳೂರಿನ ಕರ್ನಾಟಕ ನ್ಯಾಯಾಂಗ ಅಕಾಡೆಮಿಯಲ್ಲಿ ಕರ್ನಾಟಕ ರಾಜ್ಯ ಕಾನೂನು ಸೇವೆಗಳ ಪ್ರಾಧಿಕಾರ, ಕರ್ನಾಟಕ ಉಚ್ಚ ನ್ಯಾಯಾಲಯದ ಬಾಲ ನ್ಯಾಯ ಸಮಿತಿ ಹಾಗೂ ಯುನಿಸೆಫ್ ಸಹಯೋಗದಲ್ಲಿ ಮಕ್ಕಳ ರಕ್ಷಣೆ ಕುರಿತ ರಾಜ್ಯ ಮಟ್ಟದ ನ್ಯಾಯಾಂಗ ಸಭೆ ನಡೆಯಿತು. [999,2291,1254,2347]
story6-highlight-box: ದವಸ ಧಾನ್ಯಗಳ ಸಂಗ್ರಹ ಕಾರ್ಯಕ್ರಮ ಮಾರ್ಚ್ 3ರಂದು ಅದ್ದೂರಿ ಅಗ್ನಿ ಕೆಂಡೋತ್ಸವ [10,2062,155,2264]
story5-dateline: ಮಂಡ್ಯ: [657,1669,685,1681]
story2-text-1: ಹುಲಿಯೂರು ಹೋಬಳಿಯ ಕಾರೇಹಳ್ಳಿ ಗ್ರಾಮದ ಪುರಾಣ ಪ್ರಸಿದ್ಧ ಶ್ರೀ ರಂಗನಾಥಸ್ವಾಮಿಯ ಬ್ರಹ್ಮರಥೋತ್ಸವವು ವೈಭವವಾಗಿ ಜರುಗಿತು. ಬೆಳಿಗ್ಗೆ ಸ್ವಾಮಿಯ ರಥೋತ್ಸವಕ್ಕೆ ಅಪಾರ ಸಂಖ್ಯೆಯ ಭಕ್ತರು ಸಾಕ್ಷಿಯಾದರು. ವಿಶೇಷ ಪೂಜೆ ಸಲ್ಲಿಸಿದ ನಂತರ ರಥ ಎಳೆಯಲಾಯಿತು. ಕಳಸ ಪೂಜೆ, ಅಂಗನಾವಾಡಿ ಕೆಲಸಗಾರರು ಜಾತ್ರೆ, ಅಂಗನಾವಾಡಿ ಸ್ನಾಯಿಗಳು, ಕಂಕಣ, ದೇವಸ್ಥಾನದ ಉಯ್ಯಾಲೋತ್ಸವ, ಗರುಡೋತ್ಸವ, ಗಂಗಾ ಪೂಜೆ ಮುಂತಾದ ಕಾರ್ಯಕ್ರಮಗಳು ಜರುಗಿದವು. ಗ್ರಾಮದ ಭಕ್ತರು ಸೇರಿದಂತೆ ವಿವಿಧ ಭಾಗಗಳಿಂದ ಆಗಮಿಸಿದ ಭಕ್ತರು ಹಣ್ಣು ಜವನ ಎಸೆದು ಭಕ್ತಿ ಸಮರ್ಪಿಸಿದರು. ರಥೋತ್ಸವದ ಅಂಗವಾಗಿ ಅನ್ನದಾಸೋಹ ಏರ್ಪಡಿಸಲಾಗಿತ್ತು. ಸುತ್ತಲಿನ ಗ್ರಾಮಗಳ ಜನರು ಪಾಲ್ಗೊಂಡಿದ್ದರು. [10,928,204,1115]
story4-photo [10,1596,641,1838]
